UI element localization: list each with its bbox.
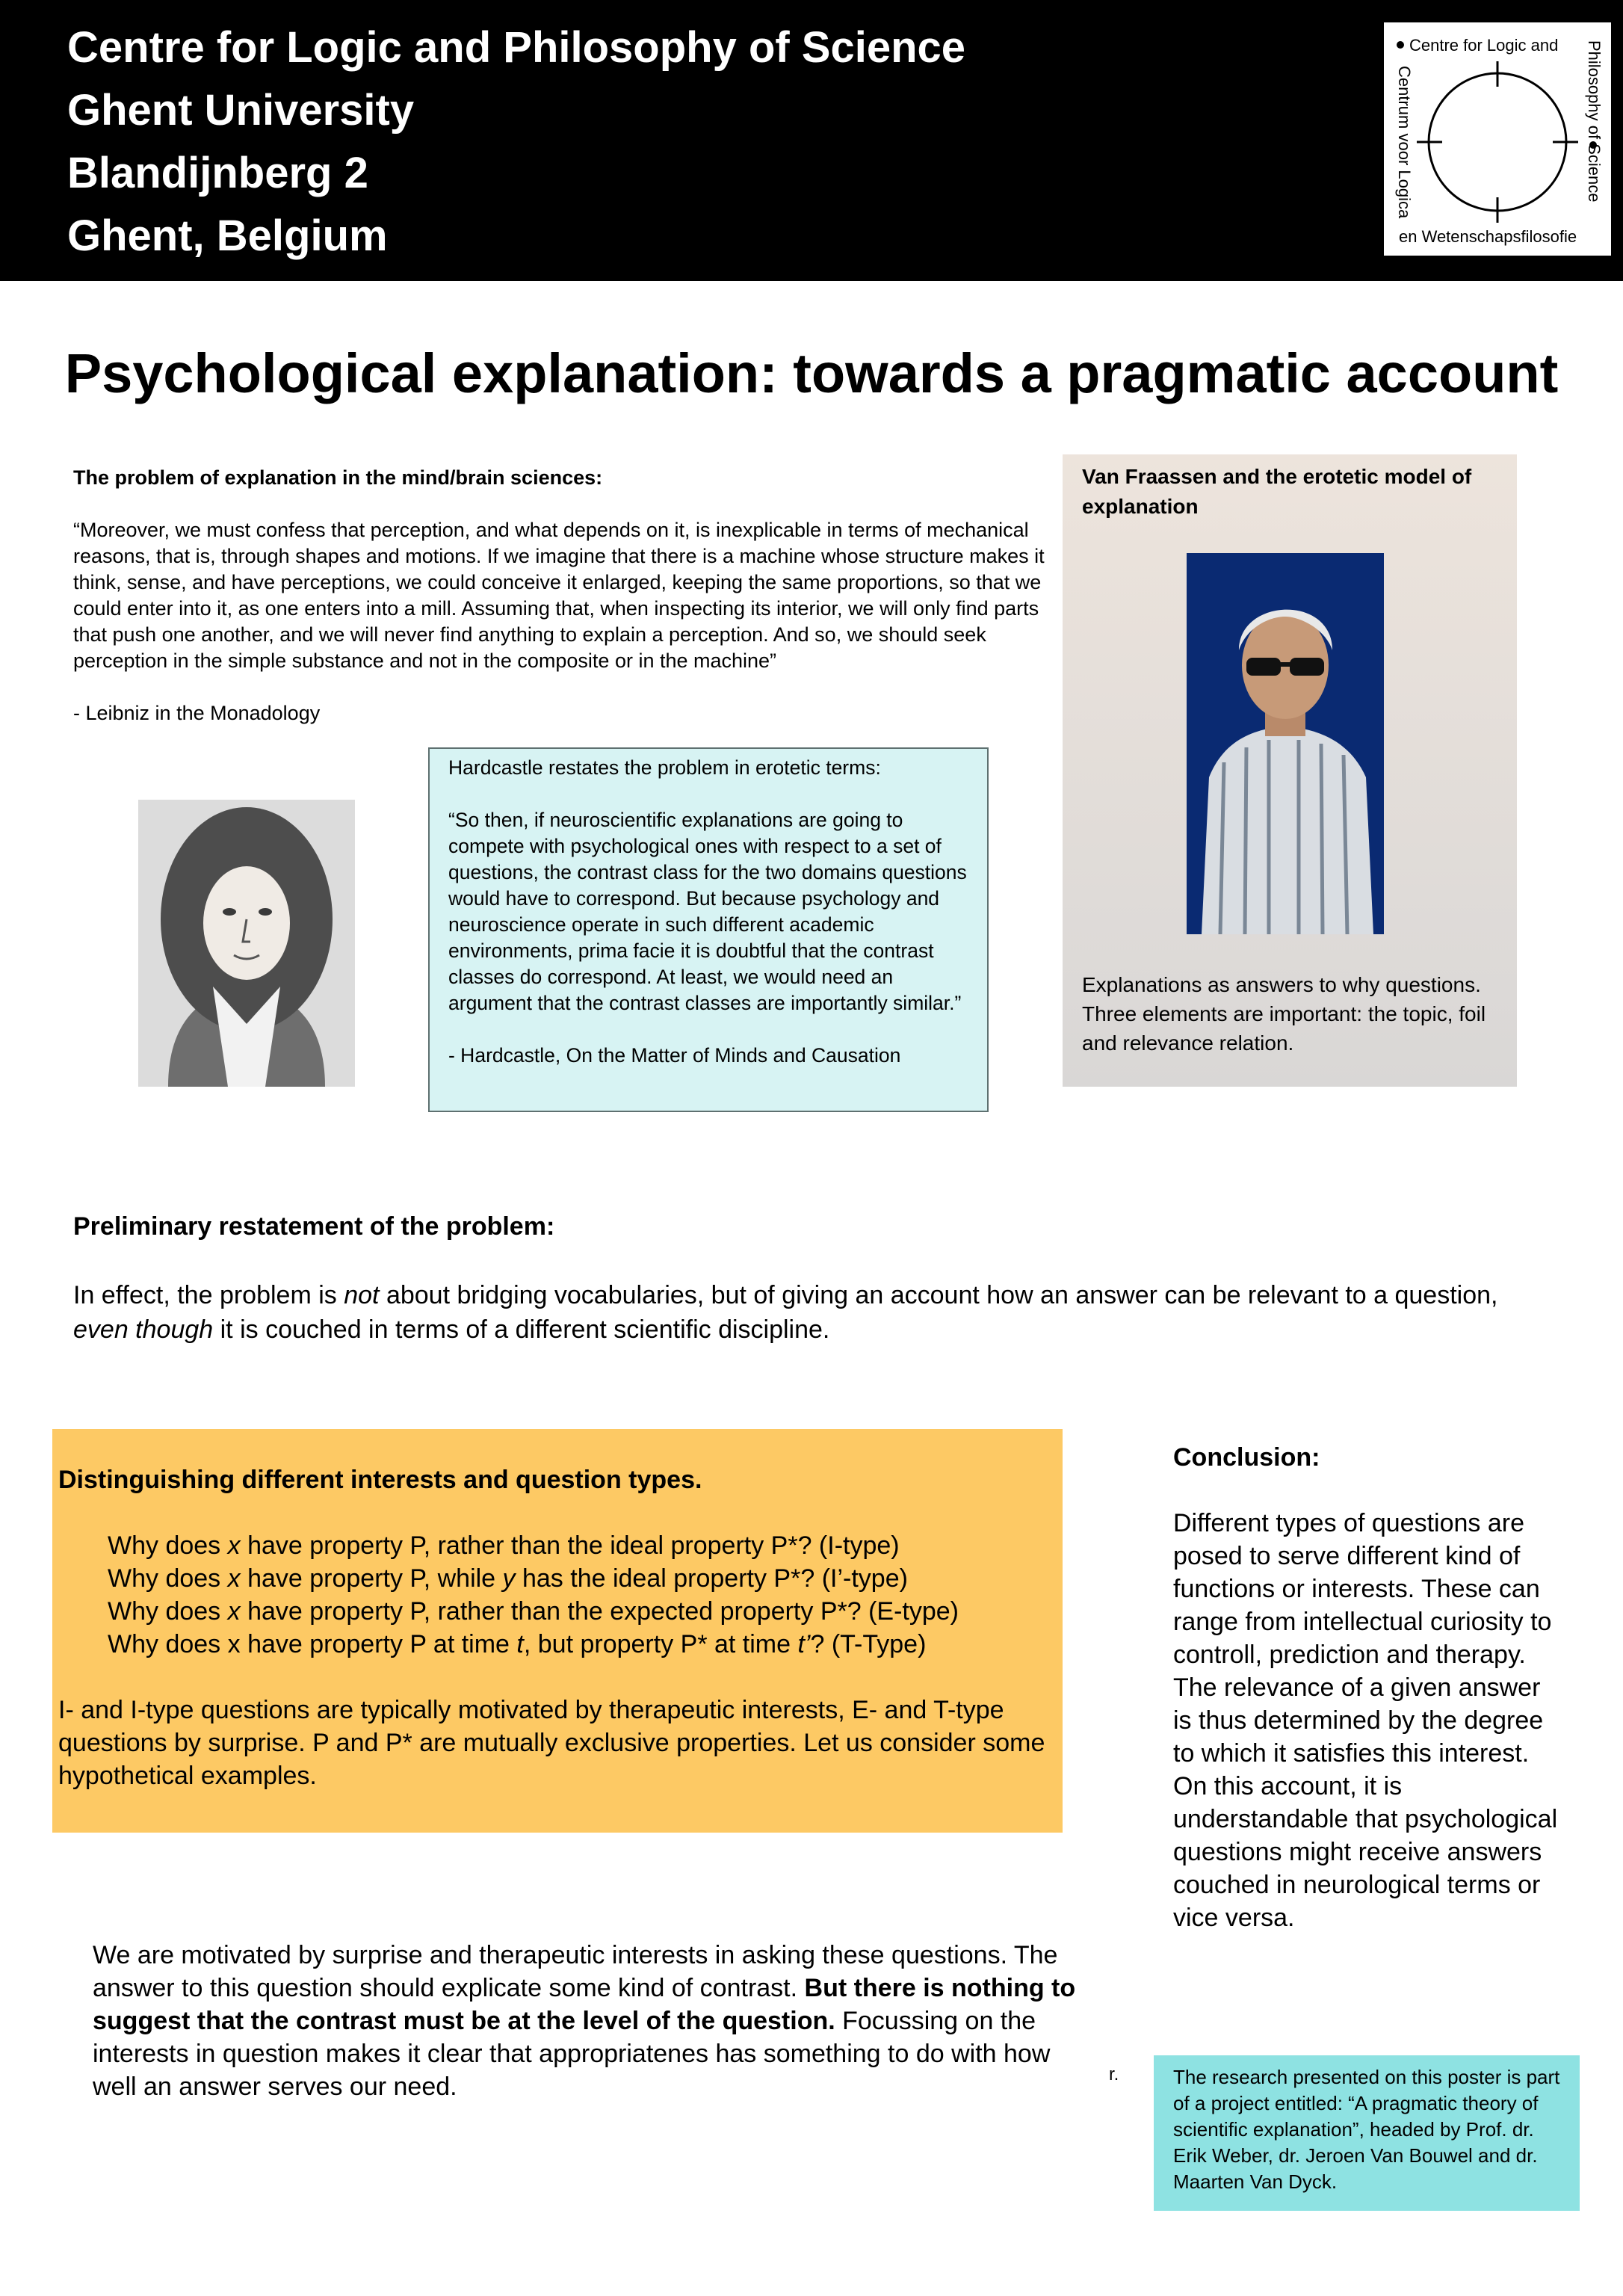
van-fraassen-text: Explanations as answers to why questions. Three elements are important: the topic, foil and relevance relation. bbox=[1082, 973, 1486, 1055]
conclusion-heading: Conclusion: bbox=[1173, 1443, 1320, 1472]
q-variable: t’ bbox=[797, 1630, 811, 1658]
motivation-paragraph bbox=[93, 1939, 1086, 2103]
question-type-list bbox=[58, 1529, 1052, 1661]
header-bar bbox=[0, 0, 1623, 281]
logo-text-right: Philosophy of Science bbox=[1585, 40, 1604, 203]
stray-text: r. bbox=[1109, 2064, 1119, 2084]
logo-text-top: Centre for Logic and bbox=[1409, 36, 1559, 55]
preliminary-text-part: it is couched in terms of a different scientific discipline. bbox=[213, 1315, 830, 1344]
preliminary-section bbox=[73, 1209, 1538, 1347]
street-address: Blandijnberg 2 bbox=[67, 149, 368, 197]
motivation-text-part: Focussing on the interests in question makes it clear that appropriatenes has something to do with how well an answer serves our need. bbox=[93, 2007, 1051, 2101]
leibniz-portrait bbox=[138, 800, 355, 1087]
university-name: Ghent University bbox=[67, 86, 415, 135]
conclusion-section bbox=[1173, 1441, 1562, 1934]
q-variable: t bbox=[516, 1630, 524, 1658]
q-text: have property P, rather than the ideal property P*? (I-type) bbox=[240, 1531, 900, 1560]
preliminary-text-part: In effect, the problem is bbox=[73, 1281, 344, 1309]
question-type-i-prime bbox=[58, 1562, 1052, 1595]
hardcastle-quote: “So then, if neuroscientific explanations are going to compete with psychological ones with respect to a set of questions, the contrast class for the two domains questions would have to correspond. But because psychology and neuroscience operate in such different academic environments, prima facie it is doubtful that the contrast classes do correspond. At least, we would need an argument that the contrast classes are importantly similar.” bbox=[448, 809, 967, 1014]
q-variable: x bbox=[227, 1564, 241, 1593]
preliminary-emphasis: even though bbox=[73, 1315, 214, 1344]
leibniz-portrait-icon bbox=[138, 800, 355, 1087]
q-variable: x bbox=[227, 1531, 241, 1560]
van-fraassen-photo bbox=[1187, 553, 1384, 934]
motivation-text-part: We are motivated by surprise and therapeutic interests in asking these questions. The answer to this question should explicate some kind of contrast. bbox=[93, 1941, 1058, 2002]
motivation-emphasis: But there is nothing to suggest that the contrast must be at the level of the question. bbox=[93, 1974, 1076, 2035]
van-fraassen-heading: Van Fraassen and the erotetic model of explanation bbox=[1082, 465, 1472, 518]
q-variable: x bbox=[227, 1597, 241, 1626]
logo-emblem-icon bbox=[1384, 22, 1611, 256]
hardcastle-heading: Hardcastle restates the problem in erotetic terms: bbox=[448, 756, 881, 779]
leibniz-attribution: - Leibniz in the Monadology bbox=[73, 702, 321, 724]
hardcastle-text bbox=[448, 755, 979, 1069]
van-fraassen-photo-icon bbox=[1187, 553, 1384, 934]
research-text: The research presented on this poster is part of a project entitled: “A pragmatic theory of scientific explanation”, headed by Prof. dr. Erik Weber, dr. Jeroen Van Bouwel and dr. Maarten Van Dyck. bbox=[1173, 2066, 1560, 2193]
institute-logo bbox=[1384, 22, 1611, 256]
q-text: Why does x have property P at time bbox=[108, 1630, 517, 1658]
question-types-text: I- and I-type questions are typically motivated by therapeutic interests, E- and T-type questions by surprise. P and P* are mutually exclusive properties. Let us consider some hypothetical examples. bbox=[58, 1696, 1045, 1790]
q-text: Why does bbox=[108, 1597, 228, 1626]
logo-text-left: Centrum voor Logica bbox=[1395, 66, 1414, 219]
question-type-i bbox=[58, 1529, 1052, 1562]
q-text: Why does bbox=[108, 1564, 228, 1593]
q-text: , but property P* at time bbox=[523, 1630, 798, 1658]
preliminary-text bbox=[73, 1278, 1538, 1347]
city-country: Ghent, Belgium bbox=[67, 212, 388, 260]
q-variable: y bbox=[502, 1564, 516, 1593]
preliminary-heading: Preliminary restatement of the problem: bbox=[73, 1212, 555, 1241]
q-text: Why does bbox=[108, 1531, 228, 1560]
question-type-t bbox=[58, 1628, 1052, 1661]
q-text: have property P, rather than the expected property P*? (E-type) bbox=[240, 1597, 959, 1626]
question-types-heading: Distinguishing different interests and question types. bbox=[58, 1466, 702, 1494]
question-type-e bbox=[58, 1595, 1052, 1628]
conclusion-text: Different types of questions are posed to serve different kind of functions or interests. These can range from intellectual curiosity to controll, prediction and therapy. The relevance of a given answer is thus determined by the degree to which it satisfies this interest. On this account, it is understandable that psychological questions might receive answers couched in neurological terms or vice versa. bbox=[1173, 1509, 1558, 1932]
q-text: have property P, while bbox=[240, 1564, 503, 1593]
logo-text-bottom: en Wetenschapsfilosofie bbox=[1399, 227, 1577, 246]
problem-section bbox=[73, 465, 1045, 726]
poster-title: Psychological explanation: towards a pragmatic account bbox=[64, 342, 1559, 404]
q-text: ? (T-Type) bbox=[810, 1630, 927, 1658]
preliminary-emphasis: not bbox=[344, 1281, 380, 1309]
institution-name: Centre for Logic and Philosophy of Science bbox=[67, 23, 966, 72]
hardcastle-attribution: - Hardcastle, On the Matter of Minds and Causation bbox=[448, 1044, 901, 1067]
q-text: has the ideal property P*? (I’-type) bbox=[515, 1564, 908, 1593]
leibniz-quote: “Moreover, we must confess that perception, and what depends on it, is inexplicable in terms of mechanical reasons, that is, through shapes and motions. If we imagine that there is a machine whose structure makes it think, sense, and have perceptions, we could conceive it enlarged, keeping the same proportions, so that we could enter into it, as one enters into a mill. Assuming that, when inspecting its interior, we will only find parts that push one another, and we will never find anything to explain a perception. And so, we should seek perception in the simple substance and not in the composite or in the machine” bbox=[73, 519, 1045, 672]
preliminary-text-part: about bridging vocabularies, but of giving an account how an answer can be relevant to a question, bbox=[379, 1281, 1498, 1309]
problem-heading: The problem of explanation in the mind/brain sciences: bbox=[73, 466, 603, 489]
question-types-section bbox=[58, 1463, 1052, 1792]
